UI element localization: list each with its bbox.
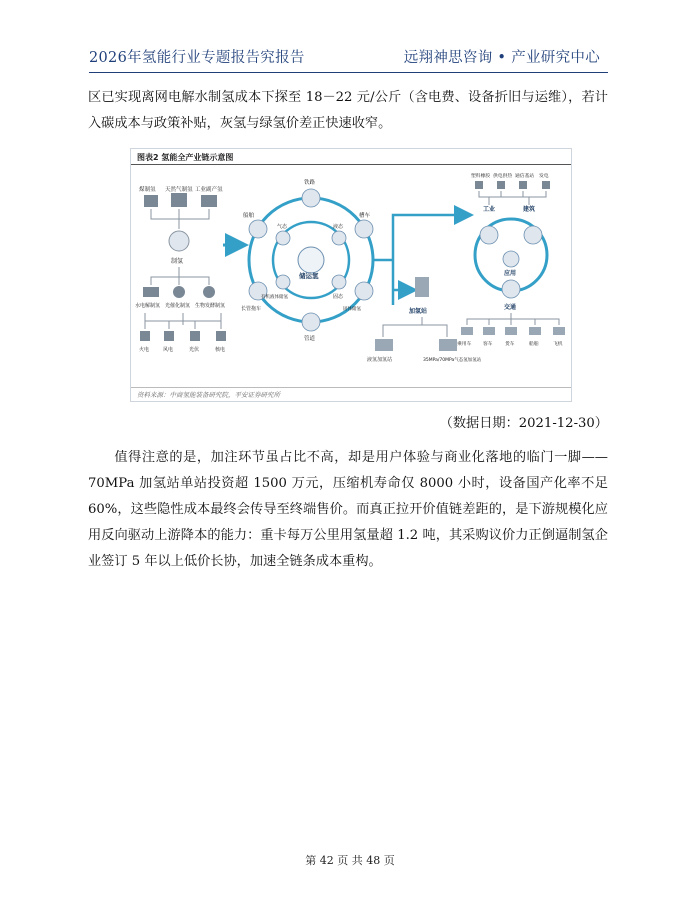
use-telecom: 通信基站 [515, 174, 535, 179]
mode-organic: 有机液体储氢 [261, 295, 288, 300]
source-gas: 天然气制氢 [165, 187, 193, 193]
mode-pipeline: 管道 [304, 336, 316, 342]
figure-source-rule [131, 387, 571, 388]
gongye-label: 工业 [483, 206, 496, 213]
production-group [135, 185, 226, 353]
station-gas: 35MPa/70MPa气态氢加氢站 [423, 358, 482, 363]
use-heat: 供电供热 [493, 174, 513, 179]
jiaotong-label: 交通 [504, 304, 517, 311]
source-byproduct: 工业副产氢 [195, 187, 223, 193]
data-date: （数据日期：2021-12-30） [439, 416, 608, 431]
mode-solid-storage: 固体储氢 [343, 307, 361, 312]
mode-solid: 固态 [333, 294, 344, 300]
figure-title: 图表2 氢能全产业链示意图 [137, 153, 234, 162]
application-group [457, 172, 565, 347]
center-label: 储运氢 [299, 272, 319, 280]
mode-liquid: 液态 [333, 224, 344, 230]
transport-ring-group [241, 178, 373, 342]
mode-tube-trailer: 长管拖车 [241, 306, 262, 312]
power-nuclear: 核电 [215, 347, 226, 353]
header-title: 2026年氢能行业专题报告究报告 [89, 50, 305, 66]
source-coal: 煤制氢 [139, 187, 156, 193]
page-header [89, 44, 608, 73]
station-group [367, 277, 482, 363]
zhiqing-label: 制氢 [171, 258, 184, 265]
yingyong-label: 应用 [504, 270, 517, 277]
mode-rail: 铁路 [304, 180, 316, 186]
figure-hydrogen-chain [130, 148, 572, 402]
source-electrolysis: 水电解制氢 [135, 303, 161, 309]
figure-source: 资料来源：中商氢能装备研究院，平安证券研究所 [137, 391, 280, 399]
power-solar: 光伏 [189, 347, 200, 353]
page-footer: 第 42 页 共 48 页 [305, 854, 395, 867]
power-wind: 风电 [163, 347, 174, 353]
vehicle-plane: 飞机 [553, 342, 563, 347]
mode-gas: 气态 [277, 224, 288, 230]
mode-tanker: 槽车 [359, 213, 371, 219]
use-plastics: 塑料橡胶 [471, 174, 491, 179]
source-photocatalysis: 光催化制氢 [165, 303, 191, 309]
source-biological: 生物发酵制氢 [195, 303, 226, 309]
vehicle-bus: 客车 [483, 342, 493, 347]
hydrogen-chain-diagram [131, 165, 571, 395]
paragraph-1: 区已实现离网电解水制氢成本下探至 18－22 元/公斤（含电费、设备折旧与运维），若计入碳成本与政策补贴，灰氢与绿氢价差正快速收窄。 [88, 90, 608, 131]
station-label: 加氢站 [409, 308, 428, 315]
jianzhu-label: 建筑 [523, 206, 536, 213]
mode-ship: 船舶 [243, 213, 255, 219]
header-org: 远翔神思咨询 • 产业研究中心 [403, 50, 600, 66]
vehicle-ship: 船舶 [529, 342, 539, 347]
use-power: 发电 [539, 174, 549, 179]
station-liquid: 液氢加氢站 [367, 357, 393, 363]
power-thermal: 火电 [139, 347, 150, 353]
vehicle-car: 乘用车 [457, 342, 472, 347]
paragraph-2: 值得注意的是，加注环节虽占比不高，却是用户体验与商业化落地的临门一脚——70MPa 加氢站单站投资超 1500 万元，压缩机寿命仅 8000 小时，设备国产化率不足 60%，这些隐性成本最终会传导至终端售价。而真正拉开价值链差距的，是下游规模化应用反向驱动上游降本的能力：重卡每万公里用氢量超 1.2 吨，其采购议价力正倒逼制氢企业签订 5 年以上低价长协，加速全链条成本重构。 [88, 450, 608, 569]
vehicle-truck: 货车 [505, 342, 515, 347]
